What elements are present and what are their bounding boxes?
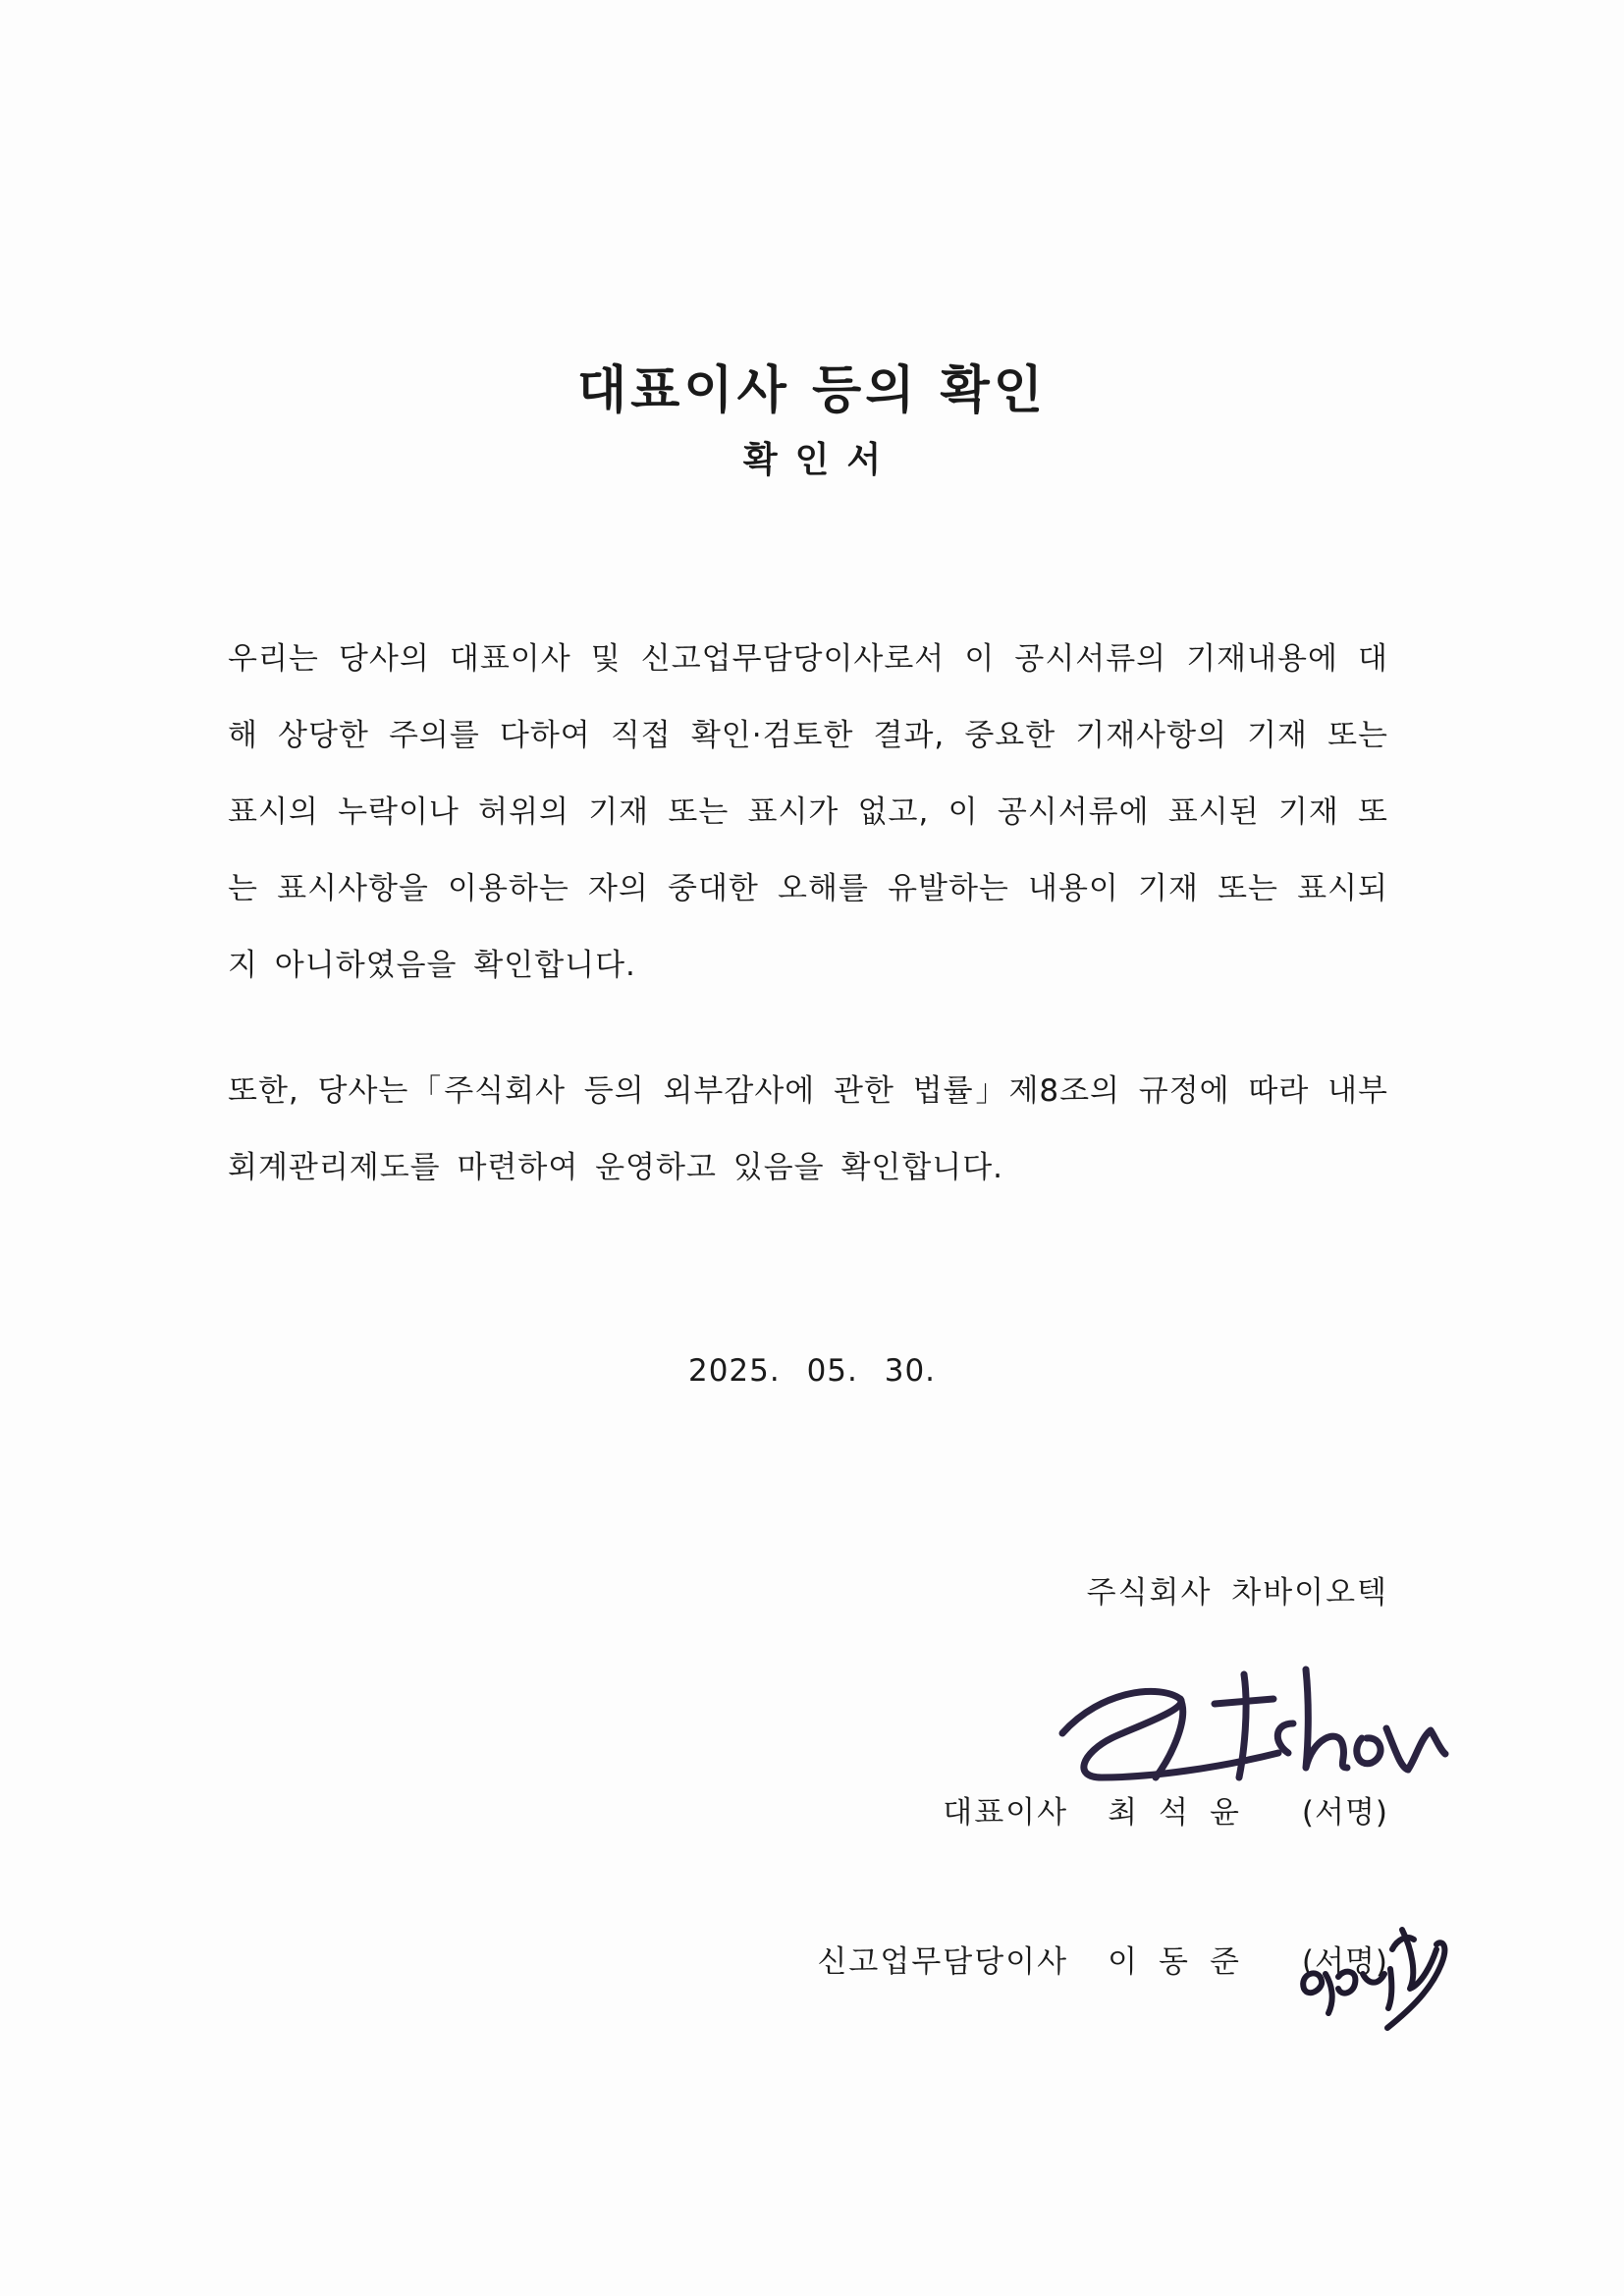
company-name: 주식회사 차바이오텍 [1086, 1575, 1388, 1611]
signature-label: (서명) [1301, 1795, 1388, 1831]
signatory-name: 최석윤 [1108, 1795, 1261, 1831]
document-title: 대표이사 등의 확인 [576, 361, 1048, 420]
signatory-name: 이동준 [1108, 1944, 1261, 1980]
document-date: 2025. 05. 30. [687, 1353, 937, 1389]
signatory-role: 신고업무담당이사 [817, 1944, 1069, 1980]
confirmation-paragraph: 우리는 당사의 대표이사 및 신고업무담당이사로서 이 공시서류의 기재내용에 대해 상당한 주의를 다하여 직접 확인·검토한 결과, 중요한 기재사항의 기재 또는 표시의 누락이나 허위의 기재 또는 표시가 없고, 이 공시서류에 표시된 기재 또는 표시사항을 이용하는 자의 중대한 오해를 유발하는 내용이 기재 또는 표시되지 아니하였음을 확인합니다. [228, 641, 1388, 983]
signatory-disclosure-officer [817, 1937, 1388, 1981]
signature-label: (서명) [1301, 1944, 1388, 1980]
signatory-role: 대표이사 [943, 1795, 1069, 1831]
ceo-signature [1043, 1660, 1455, 1807]
internal-control-paragraph: 또한, 당사는「주식회사 등의 외부감사에 관한 법률」제8조의 규정에 따라 내부회계관리제도를 마련하여 운영하고 있음을 확인합니다. [228, 1073, 1388, 1185]
document-subtitle: 확인서 [742, 440, 899, 480]
signatory-ceo [943, 1787, 1388, 1831]
